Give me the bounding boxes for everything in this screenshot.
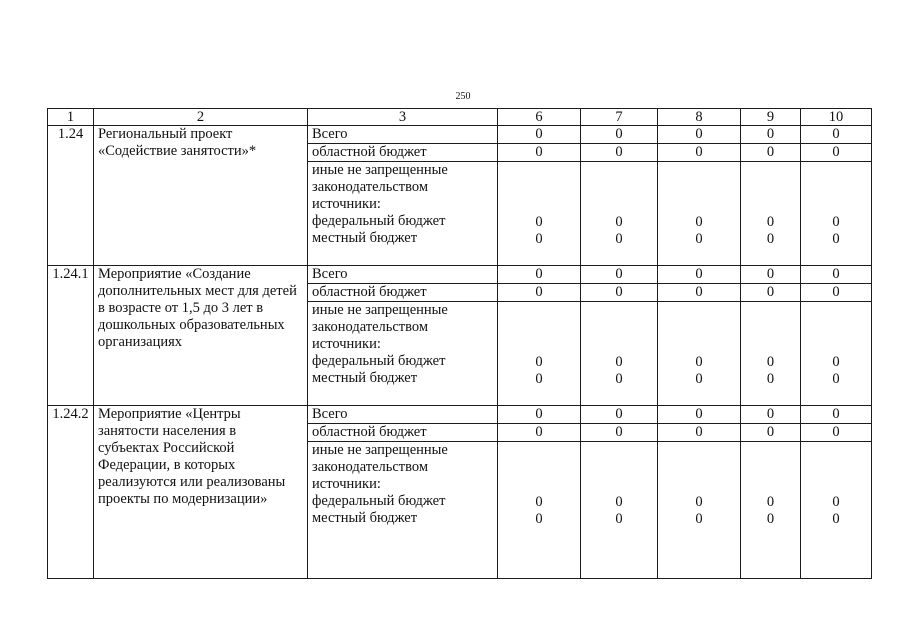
value-cell: 0 xyxy=(741,126,801,144)
value-federal: 0 xyxy=(766,494,775,510)
value-federal: 0 xyxy=(695,214,703,230)
value-cell xyxy=(581,302,658,406)
value-cell: 0 xyxy=(498,266,581,284)
source-local-label: местный бюджет xyxy=(312,230,418,246)
value-cell xyxy=(741,162,801,266)
value-cell: 0 xyxy=(498,284,581,302)
value-cell xyxy=(498,442,581,579)
value-cell: 0 xyxy=(498,406,581,424)
value-local: 0 xyxy=(832,511,840,527)
value-local: 0 xyxy=(766,231,775,247)
value-local: 0 xyxy=(832,371,840,387)
value-cell: 0 xyxy=(741,144,801,162)
item-name xyxy=(94,266,308,406)
item-name-line: дошкольных образовательных xyxy=(98,317,285,333)
value-local: 0 xyxy=(535,371,543,387)
value-local: 0 xyxy=(832,231,840,247)
source-other-label xyxy=(308,162,498,266)
source-local-label: местный бюджет xyxy=(312,370,418,386)
source-other-line: иные не запрещенные xyxy=(312,442,448,458)
value-federal: 0 xyxy=(615,494,623,510)
value-federal: 0 xyxy=(832,214,840,230)
value-cell xyxy=(498,302,581,406)
value-cell: 0 xyxy=(658,424,741,442)
value-cell xyxy=(581,442,658,579)
value-federal: 0 xyxy=(695,494,703,510)
value-cell: 0 xyxy=(801,126,872,144)
column-header-7: 7 xyxy=(581,109,658,126)
item-name-line: Региональный проект xyxy=(98,126,233,142)
value-cell: 0 xyxy=(801,406,872,424)
source-other-line: источники: xyxy=(312,336,381,352)
source-other-line: законодательством xyxy=(312,459,429,475)
value-local: 0 xyxy=(615,371,623,387)
item-number: 1.24 xyxy=(48,126,94,266)
page-number: 250 xyxy=(455,91,471,102)
value-cell: 0 xyxy=(741,284,801,302)
item-name-line: дополнительных мест для детей xyxy=(98,283,297,299)
source-other-line: законодательством xyxy=(312,319,429,335)
source-federal-label: федеральный бюджет xyxy=(312,493,446,509)
value-cell xyxy=(801,302,872,406)
value-cell: 0 xyxy=(801,424,872,442)
value-cell: 0 xyxy=(658,406,741,424)
value-local: 0 xyxy=(695,511,703,527)
value-local: 0 xyxy=(615,511,623,527)
source-local-label: местный бюджет xyxy=(312,510,418,526)
source-other-line: источники: xyxy=(312,196,381,212)
value-cell: 0 xyxy=(581,406,658,424)
item-name-line: «Содействие занятости»* xyxy=(98,143,257,159)
value-cell xyxy=(658,162,741,266)
value-federal: 0 xyxy=(832,494,840,510)
value-cell xyxy=(581,162,658,266)
value-federal: 0 xyxy=(615,354,623,370)
section-total-row xyxy=(48,406,872,424)
value-cell: 0 xyxy=(741,406,801,424)
header-row xyxy=(48,109,872,126)
source-other-line: иные не запрещенные xyxy=(312,302,448,318)
source-other-line: иные не запрещенные xyxy=(312,162,448,178)
item-number: 1.24.2 xyxy=(48,406,94,579)
value-federal: 0 xyxy=(766,214,775,230)
value-cell: 0 xyxy=(658,144,741,162)
value-cell xyxy=(658,302,741,406)
item-name-line: реализуются или реализованы xyxy=(98,474,286,490)
value-cell xyxy=(498,162,581,266)
value-cell: 0 xyxy=(581,424,658,442)
value-cell: 0 xyxy=(498,424,581,442)
section-total-row xyxy=(48,126,872,144)
value-cell xyxy=(801,162,872,266)
column-header-1: 1 xyxy=(48,109,94,126)
item-name-line: Федерации, в которых xyxy=(98,457,236,473)
value-federal: 0 xyxy=(695,354,703,370)
item-name-line: Мероприятие «Центры xyxy=(98,406,241,422)
value-cell: 0 xyxy=(498,126,581,144)
item-name-line: организациях xyxy=(98,334,183,350)
value-local: 0 xyxy=(695,231,703,247)
value-federal: 0 xyxy=(615,214,623,230)
budget-table xyxy=(47,108,872,579)
column-header-9: 9 xyxy=(741,109,801,126)
value-cell: 0 xyxy=(581,126,658,144)
value-cell xyxy=(741,442,801,579)
column-header-8: 8 xyxy=(658,109,741,126)
item-name-line: Мероприятие «Создание xyxy=(98,266,251,282)
source-other-label xyxy=(308,302,498,406)
value-cell xyxy=(658,442,741,579)
value-cell: 0 xyxy=(658,266,741,284)
source-federal-label: федеральный бюджет xyxy=(312,213,446,229)
value-cell: 0 xyxy=(741,266,801,284)
source-regional-label: областной бюджет xyxy=(308,284,498,302)
value-federal: 0 xyxy=(535,214,543,230)
value-local: 0 xyxy=(766,371,775,387)
value-cell: 0 xyxy=(658,284,741,302)
source-total-label: Всего xyxy=(308,406,498,424)
item-name-line: субъектах Российской xyxy=(98,440,235,456)
source-regional-label: областной бюджет xyxy=(308,144,498,162)
item-name-line: занятости населения в xyxy=(98,423,237,439)
value-cell: 0 xyxy=(581,144,658,162)
value-cell: 0 xyxy=(658,126,741,144)
value-local: 0 xyxy=(766,511,775,527)
value-cell: 0 xyxy=(741,424,801,442)
value-local: 0 xyxy=(535,231,543,247)
column-header-2: 2 xyxy=(94,109,308,126)
source-regional-label: областной бюджет xyxy=(308,424,498,442)
item-name xyxy=(94,126,308,266)
item-number: 1.24.1 xyxy=(48,266,94,406)
value-cell xyxy=(741,302,801,406)
source-total-label: Всего xyxy=(308,266,498,284)
value-local: 0 xyxy=(615,231,623,247)
source-other-line: законодательством xyxy=(312,179,429,195)
source-total-label: Всего xyxy=(308,126,498,144)
value-federal: 0 xyxy=(832,354,840,370)
value-cell: 0 xyxy=(801,284,872,302)
item-name-line: проекты по модернизации» xyxy=(98,491,268,507)
value-local: 0 xyxy=(695,371,703,387)
value-federal: 0 xyxy=(535,354,543,370)
column-header-10: 10 xyxy=(801,109,872,126)
source-other-label xyxy=(308,442,498,579)
value-cell: 0 xyxy=(801,144,872,162)
value-cell: 0 xyxy=(581,266,658,284)
value-cell: 0 xyxy=(498,144,581,162)
column-header-6: 6 xyxy=(498,109,581,126)
source-other-line: источники: xyxy=(312,476,381,492)
value-local: 0 xyxy=(535,511,543,527)
value-cell: 0 xyxy=(801,266,872,284)
value-federal: 0 xyxy=(535,494,543,510)
item-name xyxy=(94,406,308,579)
value-federal: 0 xyxy=(766,354,775,370)
item-name-line: в возрасте от 1,5 до 3 лет в xyxy=(98,300,264,316)
value-cell: 0 xyxy=(581,284,658,302)
source-federal-label: федеральный бюджет xyxy=(312,353,446,369)
value-cell xyxy=(801,442,872,579)
section-total-row xyxy=(48,266,872,284)
column-header-3: 3 xyxy=(308,109,498,126)
